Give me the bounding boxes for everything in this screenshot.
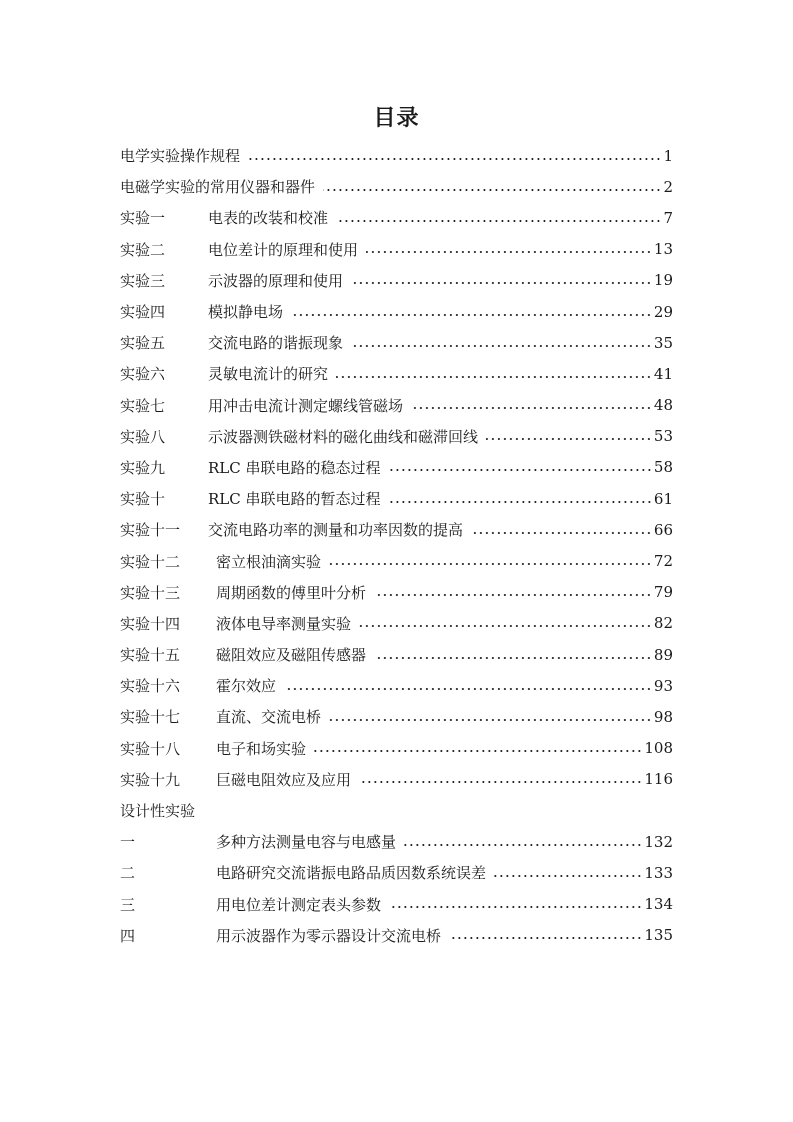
entry-label: 实验七 — [120, 396, 166, 415]
toc-entry[interactable] — [120, 296, 673, 327]
dot-leader — [351, 345, 652, 347]
page-number: 41 — [653, 364, 673, 383]
toc-entry[interactable] — [120, 639, 673, 670]
page-number: 66 — [653, 520, 673, 539]
entry-title: 多种方法测量电容与电感量 — [216, 833, 397, 852]
dot-leader — [291, 314, 652, 316]
entry-label: 实验十八 — [120, 739, 181, 758]
entry-title: 用冲击电流计测定螺线管磁场 — [208, 396, 404, 415]
entry-label: 实验十九 — [120, 770, 181, 789]
toc-entry[interactable] — [120, 421, 673, 452]
page-number: 82 — [653, 614, 673, 633]
dot-leader — [494, 875, 642, 877]
page-number: 98 — [653, 707, 673, 726]
dot-leader — [411, 407, 652, 409]
toc-entry[interactable] — [120, 701, 673, 732]
entry-label: 实验十一 — [120, 521, 181, 540]
entry-label: 实验八 — [120, 427, 166, 446]
toc-entry[interactable] — [120, 733, 673, 764]
toc-entry[interactable] — [120, 545, 673, 576]
page-number: 72 — [653, 552, 673, 571]
entry-label: 实验十六 — [120, 677, 181, 696]
dot-leader — [389, 469, 652, 471]
entry-title: 交流电路功率的测量和功率因数的提高 — [208, 521, 464, 540]
dot-leader — [336, 376, 652, 378]
dot-leader — [359, 781, 642, 783]
toc-entry[interactable] — [120, 920, 673, 951]
toc-entry[interactable] — [120, 234, 673, 265]
entry-label: 实验二 — [120, 240, 166, 259]
toc-entry[interactable] — [120, 826, 673, 857]
entry-title: 密立根油滴实验 — [216, 552, 322, 571]
dot-leader — [314, 750, 642, 752]
dot-leader — [404, 844, 642, 846]
toc-entry[interactable] — [120, 358, 673, 389]
toc-entry[interactable] — [120, 265, 673, 296]
page-number: 79 — [653, 583, 673, 602]
entry-title: 交流电路的谐振现象 — [208, 334, 344, 353]
toc-entry[interactable] — [120, 202, 673, 233]
dot-leader — [449, 937, 642, 939]
page-number: 7 — [663, 208, 673, 227]
entry-label: 实验九 — [120, 458, 166, 477]
entry-title: 直流、交流电桥 — [216, 708, 322, 727]
toc-entry[interactable] — [120, 670, 673, 701]
toc-entry[interactable] — [120, 327, 673, 358]
entry-title: 用示波器作为零示器设计交流电桥 — [216, 926, 442, 945]
entry-title: 液体电导率测量实验 — [216, 614, 352, 633]
page-number: 116 — [644, 770, 673, 789]
entry-title: 模拟静电场 — [208, 303, 284, 322]
entry-title: 巨磁电阻效应及应用 — [216, 770, 352, 789]
dot-leader — [359, 625, 652, 627]
entry-label: 实验十七 — [120, 708, 181, 727]
page-number: 1 — [663, 146, 673, 165]
entry-label: 实验一 — [120, 209, 166, 228]
entry-title: RLC 串联电路的暂态过程 — [208, 490, 381, 509]
toc-entry[interactable] — [120, 140, 673, 171]
dot-leader — [486, 438, 652, 440]
entry-title: 电子和场实验 — [216, 739, 307, 758]
entry-label: 实验十 — [120, 490, 166, 509]
toc-entry[interactable] — [120, 390, 673, 421]
entry-title: 示波器的原理和使用 — [208, 271, 344, 290]
dot-leader — [351, 282, 652, 284]
page-number: 19 — [653, 271, 673, 290]
entry-label: 实验五 — [120, 334, 166, 353]
entry-label: 实验三 — [120, 271, 166, 290]
section-heading-design: 设计性实验 — [120, 802, 196, 821]
entry-label: 一 — [120, 833, 136, 852]
page-number: 89 — [653, 645, 673, 664]
entry-title: 电路研究交流谐振电路品质因数系统误差 — [216, 864, 487, 883]
toc-entry[interactable] — [120, 764, 673, 795]
entry-title: 电磁学实验的常用仪器和器件 — [120, 178, 316, 197]
dot-leader — [389, 501, 652, 503]
page-number: 132 — [644, 832, 673, 851]
entry-title: 示波器测铁磁材料的磁化曲线和磁滞回线 — [208, 427, 479, 446]
page-number: 48 — [653, 396, 673, 415]
dot-leader — [284, 688, 652, 690]
entry-title: 磁阻效应及磁阻传感器 — [216, 646, 367, 665]
entry-label: 四 — [120, 926, 136, 945]
dot-leader — [248, 158, 661, 160]
entry-title: 用电位差计测定表头参数 — [216, 895, 382, 914]
dot-leader — [323, 189, 661, 191]
dot-leader — [336, 220, 661, 222]
toc-entry[interactable] — [120, 577, 673, 608]
entry-title: 灵敏电流计的研究 — [208, 365, 329, 384]
entry-title: 周期函数的傅里叶分析 — [216, 583, 367, 602]
toc-entry[interactable] — [120, 452, 673, 483]
entry-title: 电表的改装和校准 — [208, 209, 329, 228]
page-number: 61 — [653, 489, 673, 508]
dot-leader — [471, 532, 652, 534]
page-number: 53 — [653, 427, 673, 446]
page-title: 目录 — [373, 106, 420, 131]
page-number: 93 — [653, 676, 673, 695]
toc-entry[interactable] — [120, 857, 673, 888]
entry-label: 实验十三 — [120, 583, 181, 602]
dot-leader — [374, 594, 652, 596]
page-number: 58 — [653, 458, 673, 477]
toc-entry[interactable] — [120, 514, 673, 545]
entry-title: 霍尔效应 — [216, 677, 277, 696]
page-number: 13 — [653, 240, 673, 259]
entry-title: 电位差计的原理和使用 — [208, 240, 359, 259]
entry-label: 二 — [120, 864, 136, 883]
dot-leader — [329, 563, 652, 565]
dot-leader — [374, 657, 652, 659]
entry-label: 实验四 — [120, 303, 166, 322]
entry-label: 三 — [120, 895, 136, 914]
page-number: 133 — [644, 863, 673, 882]
toc-entry[interactable] — [120, 608, 673, 639]
dot-leader — [329, 719, 652, 721]
entry-title: 电学实验操作规程 — [120, 147, 241, 166]
toc-entry[interactable] — [120, 483, 673, 514]
entry-label: 实验十二 — [120, 552, 181, 571]
page-number: 135 — [644, 926, 673, 945]
dot-leader — [366, 251, 652, 253]
toc-entry[interactable] — [120, 171, 673, 202]
page-number: 35 — [653, 333, 673, 352]
entry-label: 实验十五 — [120, 646, 181, 665]
entry-label: 实验六 — [120, 365, 166, 384]
page-number: 2 — [663, 177, 673, 196]
entry-title: RLC 串联电路的稳态过程 — [208, 458, 381, 477]
entry-label: 实验十四 — [120, 614, 181, 633]
toc-entry[interactable] — [120, 889, 673, 920]
page-number: 134 — [644, 895, 673, 914]
page-number: 108 — [644, 739, 673, 758]
table-of-contents — [120, 140, 673, 951]
page-number: 29 — [653, 302, 673, 321]
dot-leader — [389, 906, 642, 908]
